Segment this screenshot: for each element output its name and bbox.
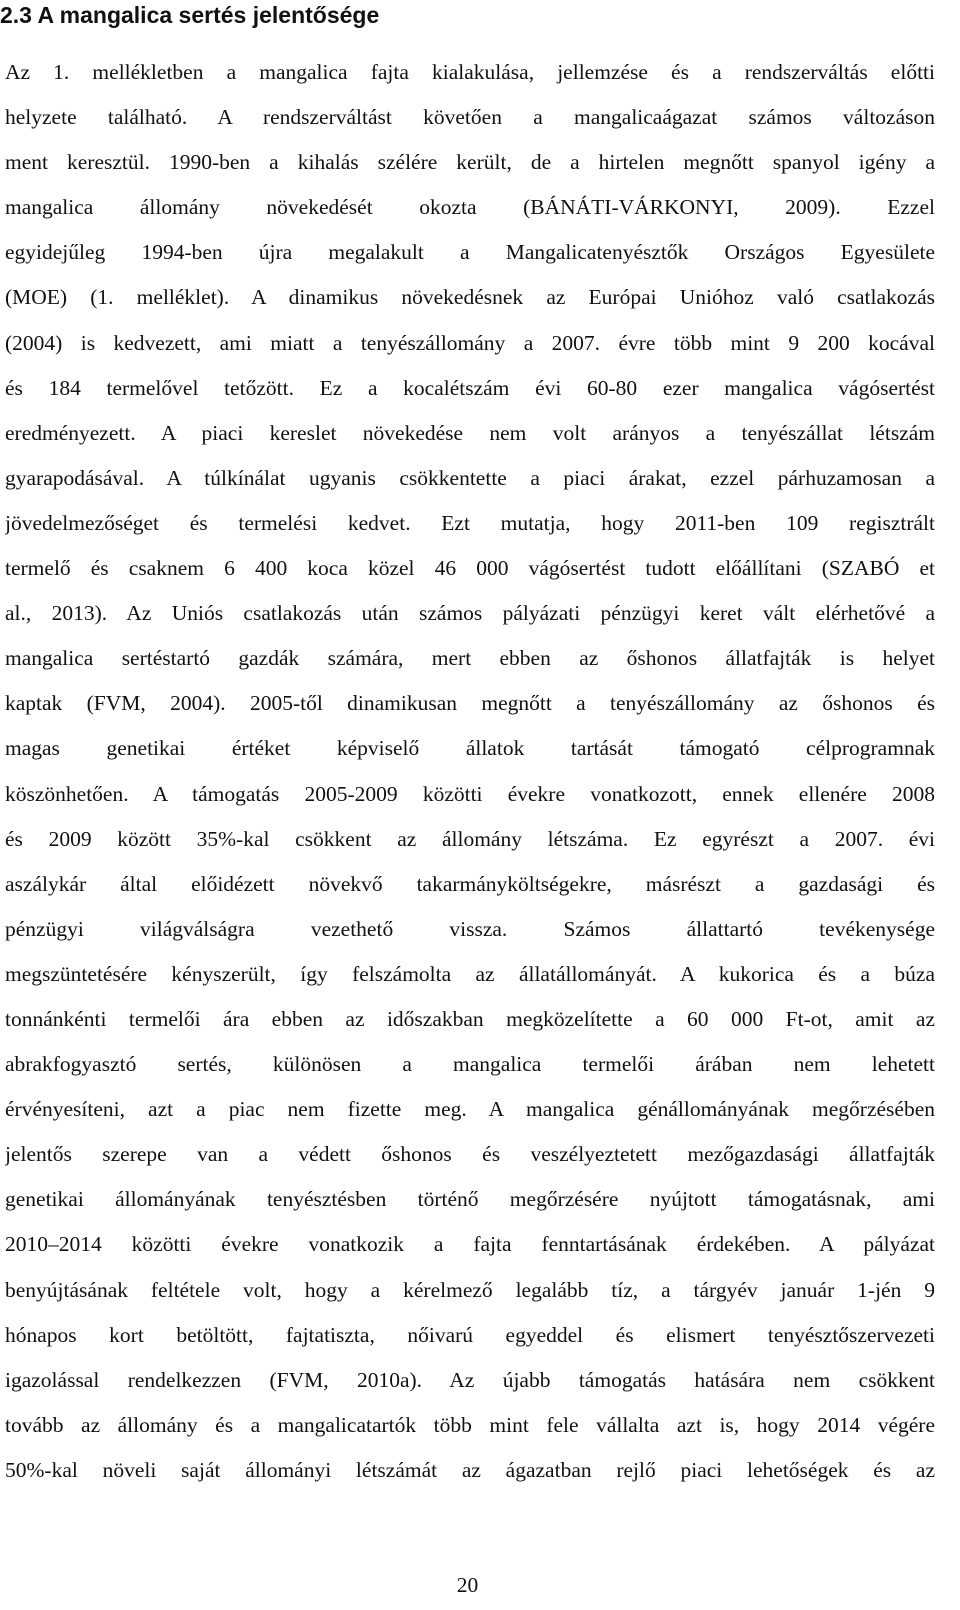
section-heading: 2.3 A mangalica sertés jelentősége	[0, 2, 380, 28]
paragraph-line: genetikai állományának tenyésztésben történő megőrzésére nyújtott támogatásnak, ami	[5, 1187, 935, 1212]
paragraph-line: (2004) is kedvezett, ami miatt a tenyészállomány a 2007. évre több mint 9 200 kocával	[5, 330, 935, 355]
paragraph-line: abrakfogyasztó sertés, különösen a mangalica termelői árában nem lehetett	[5, 1052, 935, 1077]
paragraph-line: tovább az állomány és a mangalicatartók több mint fele vállalta azt is, hogy 2014 végére	[5, 1412, 935, 1437]
paragraph-line: jelentős szerepe van a védett őshonos és veszélyeztetett mezőgazdasági állatfajták	[5, 1142, 935, 1167]
paragraph-line: benyújtásának feltétele volt, hogy a kérelmező legalább tíz, a tárgyév január 1-jén 9	[5, 1277, 935, 1302]
paragraph-line: eredményezett. A piaci kereslet növekedése nem volt arányos a tenyészállat létszám	[5, 420, 935, 445]
paragraph-line: helyzete található. A rendszerváltást követően a mangalicaágazat számos változáson	[5, 105, 935, 130]
paragraph-line: magas genetikai értéket képviselő állatok tartását támogató célprogramnak	[5, 736, 935, 761]
paragraph-line: pénzügyi világválságra vezethető vissza. Számos állattartó tevékenysége	[5, 916, 935, 941]
paragraph-line: gyarapodásával. A túlkínálat ugyanis csökkentette a piaci árakat, ezzel párhuzamosan a	[5, 465, 935, 490]
paragraph-line: aszálykár által előidézett növekvő takarmányköltségekre, másrészt a gazdasági és	[5, 871, 935, 896]
paragraph-line: és 184 termelővel tetőzött. Ez a kocalétszám évi 60-80 ezer mangalica vágósertést	[5, 375, 935, 400]
paragraph-line: al., 2013). Az Uniós csatlakozás után számos pályázati pénzügyi keret vált elérhetővé a	[5, 601, 935, 626]
paragraph-line: és 2009 között 35%-kal csökkent az állomány létszáma. Ez egyrészt a 2007. évi	[5, 826, 935, 851]
paragraph-line: 50%-kal növeli saját állományi létszámát az ágazatban rejlő piaci lehetőségek és az	[5, 1457, 935, 1482]
paragraph-line: 2010–2014 közötti évekre vonatkozik a fajta fenntartásának érdekében. A pályázat	[5, 1232, 935, 1257]
paragraph-line: ment keresztül. 1990-ben a kihalás szélére került, de a hirtelen megnőtt spanyol igény a	[5, 150, 935, 175]
paragraph-line: tonnánkénti termelői ára ebben az időszakban megközelítette a 60 000 Ft-ot, amit az	[5, 1006, 935, 1031]
paragraph-line: hónapos kort betöltött, fajtatiszta, nőivarú egyeddel és elismert tenyésztőszervezeti	[5, 1322, 935, 1347]
paragraph-line: termelő és csaknem 6 400 koca közel 46 000 vágósertést tudott előállítani (SZABÓ et	[5, 556, 935, 581]
page-number: 20	[456, 1573, 479, 1597]
paragraph-line: (MOE) (1. melléklet). A dinamikus növekedésnek az Európai Unióhoz való csatlakozás	[5, 285, 935, 310]
paragraph-line: Az 1. mellékletben a mangalica fajta kialakulása, jellemzése és a rendszerváltás előtti	[5, 60, 935, 84]
body-paragraph	[5, 50, 935, 1493]
paragraph-line: egyidejűleg 1994-ben újra megalakult a Mangalicatenyésztők Országos Egyesülete	[5, 240, 935, 265]
paragraph-line: mangalica sertéstartó gazdák számára, mert ebben az őshonos állatfajták is helyet	[5, 646, 935, 671]
paragraph-line: jövedelmezőséget és termelési kedvet. Ezt mutatja, hogy 2011-ben 109 regisztrált	[5, 510, 935, 535]
paragraph-line: mangalica állomány növekedését okozta (BÁNÁTI-VÁRKONYI, 2009). Ezzel	[5, 195, 935, 220]
paragraph-line: érvényesíteni, azt a piac nem fizette meg. A mangalica génállományának megőrzésében	[5, 1097, 935, 1122]
paragraph-line: köszönhetően. A támogatás 2005-2009 közötti évekre vonatkozott, ennek ellenére 2008	[5, 781, 935, 806]
paragraph-line: igazolással rendelkezzen (FVM, 2010a). Az újabb támogatás hatására nem csökkent	[5, 1367, 935, 1392]
paragraph-line: megszüntetésére kényszerült, így felszámolta az állatállományát. A kukorica és a búza	[5, 961, 935, 986]
paragraph-line: kaptak (FVM, 2004). 2005-től dinamikusan megnőtt a tenyészállomány az őshonos és	[5, 691, 935, 716]
